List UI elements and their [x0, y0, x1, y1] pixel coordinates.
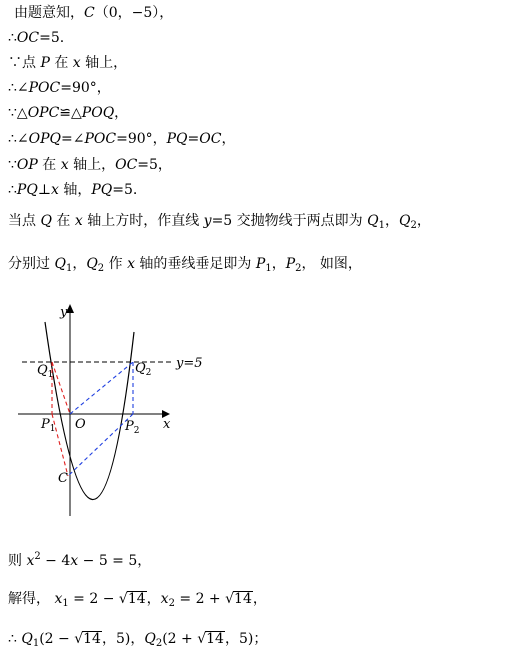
- line-6: ∴∠OPQ=∠POC=90°，PQ=OC，: [8, 131, 236, 147]
- c-label: C: [58, 471, 68, 486]
- line-9: 当点 Q 在 x 轴上方时，作直线 y=5 交抛物线于两点即为 $Q_1$，$Q_2$，: [8, 213, 431, 231]
- origin-label: O: [75, 417, 86, 432]
- line-7: ∵OP 在 x 轴上，OC=5，: [8, 157, 172, 173]
- x-axis-label: x: [163, 417, 171, 432]
- line-2: ∴OC=5.: [8, 30, 65, 46]
- line-11: 则 $x^2 - 4x - 5 = 5$，: [8, 551, 152, 569]
- line-1: 由题意知，C（0，−5），: [14, 5, 174, 21]
- p1-label: $P_1$: [41, 417, 56, 434]
- line-13: ∴ $Q_1(2 - √14$，5)，$Q_2(2 + √14$，5)；: [8, 631, 268, 649]
- parabola-figure: [0, 300, 240, 528]
- line-12: 解得， $x_1 = 2 - √14$，$x_2 = 2 + √14$，: [8, 591, 267, 609]
- p2-label: $P_2$: [125, 419, 140, 436]
- y-axis-label: y: [60, 305, 68, 320]
- line-5: ∵△OPC≌△POQ，: [8, 105, 129, 121]
- q2-label: $Q_2$: [135, 361, 152, 378]
- line-8: ∴PQ⊥x 轴，PQ=5.: [8, 182, 138, 198]
- q1-label: $Q_1$: [37, 363, 54, 380]
- line-3: ∵点 P 在 x 轴上，: [8, 55, 128, 71]
- line-label: y=5: [176, 356, 203, 371]
- line-4: ∴∠POC=90°，: [8, 80, 111, 96]
- line-10: 分别过 $Q_1$，$Q_2$ 作 x 轴的垂线垂足即为 $P_1$，$P_2$， 如图，: [8, 256, 362, 274]
